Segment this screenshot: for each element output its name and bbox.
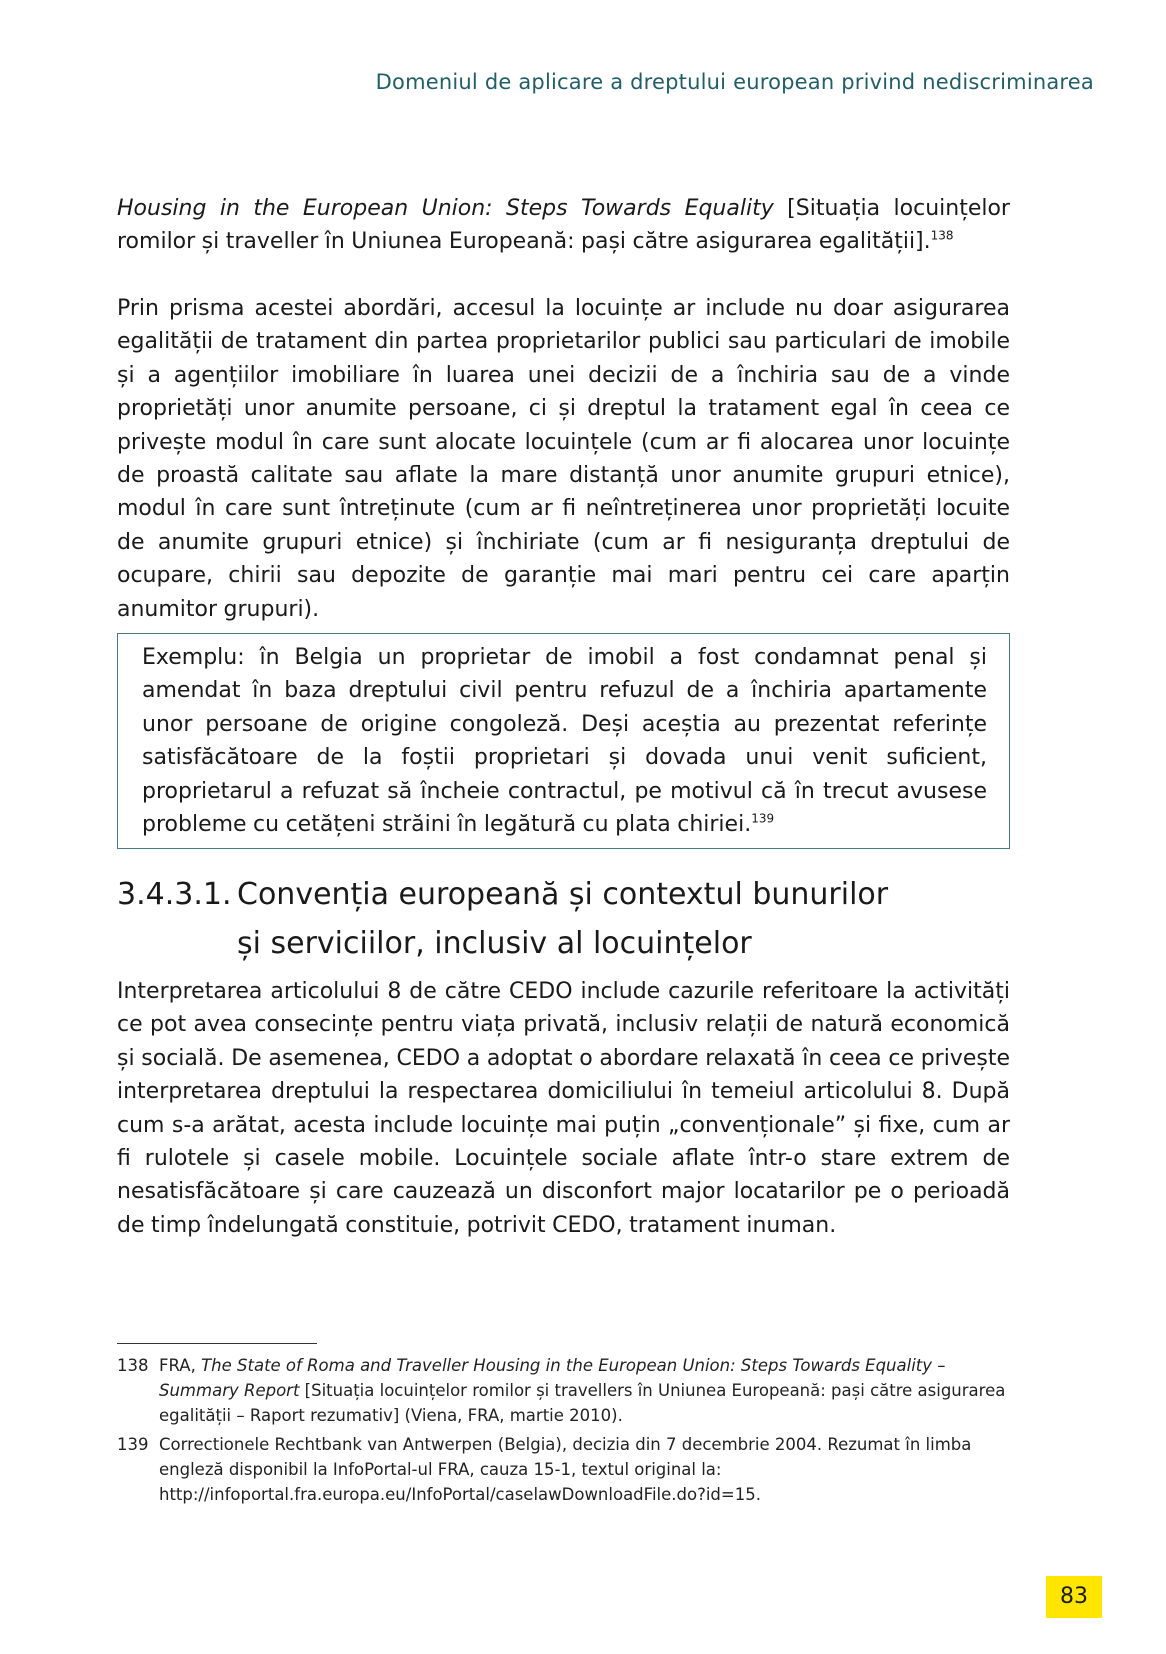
footnote-number: 138 <box>117 1356 149 1375</box>
footnote-suffix: [Situația locuințelor romilor și travellers în Uniunea Europeană: pași către asigurarea egalității – Raport rezumativ] (Viena, FRA, martie 2010). <box>159 1381 1006 1425</box>
page-number: 83 <box>1046 1576 1102 1618</box>
footnote-prefix: FRA, <box>159 1356 202 1375</box>
footnote-138 <box>117 1353 1010 1428</box>
footnote-italic-title: The State of Roma and Traveller Housing in the European Union: Steps Towards Equality – Summary Report <box>159 1356 946 1400</box>
intro-text: [Situația locuințelor romilor și traveller în Uniunea Europeană: pași către asigurarea egalității]. <box>117 196 1010 255</box>
intro-paragraph <box>117 192 1010 259</box>
section-title: Convenția europeană și contextul bunurilor și serviciilor, inclusiv al locuințelor <box>237 877 889 961</box>
footnote-ref-138[interactable]: 138 <box>930 229 954 244</box>
footnote-139 <box>117 1432 1010 1507</box>
body-paragraph-housing-access: Prin prisma acestei abordări, accesul la locuințe ar include nu doar asigurarea egalității de tratament din partea proprietarilor publici sau particulari de imobile și a agențiilor imobiliare în luarea unei decizii de a închiria sau de a vinde proprietăți unor anumite persoane, ci și dreptul la tratament egal în ceea ce privește modul în care sunt alocate locuințele (cum ar fi alocarea unor locuințe de proastă calitate sau aflate la mare distanță unor anumite grupuri etnice), modul în care sunt întreținute (cum ar fi neîntreținerea unor proprietăți locuite de anumite grupuri etnice) și închiriate (cum ar fi nesiguranța dreptului de ocupare, chirii sau depozite de garanție mai mari pentru cei care aparțin anumitor grupuri). <box>117 296 1010 622</box>
footnote-number: 139 <box>117 1435 149 1454</box>
example-text-container <box>142 641 987 841</box>
section-number: 3.4.3.1. <box>117 877 232 912</box>
running-header: Domeniul de aplicare a dreptului european privind nediscriminarea <box>375 70 1094 94</box>
footnote-text[interactable]: Correctionele Rechtbank van Antwerpen (Belgia), decizia din 7 decembrie 2004. Rezumat în limba engleză disponibil la InfoPortal-ul FRA, cauza 15-1, textul original la: http://infoportal.fra.europa.eu/InfoPortal/caselawDownloadFile.do?id=15. <box>159 1435 972 1504</box>
section-heading <box>117 870 1010 968</box>
intro-title-italic: Housing in the European Union: Steps Towards Equality <box>117 196 774 221</box>
footnote-ref-139[interactable]: 139 <box>751 811 775 826</box>
example-text: Exemplu: în Belgia un proprietar de imobil a fost condamnat penal și amendat în baza dreptului civil pentru refuzul de a închiria apartamente unor persoane de origine congoleză. Deși aceștia au prezentat referințe satisfăcătoare de la foștii proprietari și dovada unui venit suficient, proprietarul a refuzat să încheie contractul, pe motivul că în trecut avusese probleme cu cetățeni străini în legătură cu plata chiriei. <box>142 645 987 838</box>
footnote-divider <box>117 1343 317 1344</box>
body-paragraph-article-8: Interpretarea articolului 8 de către CEDO include cazurile referitoare la activități ce pot avea consecințe pentru viața privată, inclusiv relații de natură economică și socială. De asemenea, CEDO a adoptat o abordare relaxată în ceea ce privește interpretarea dreptului la respectarea domiciliului în temeiul articolului 8. După cum s-a arătat, acesta include locuințe mai puțin „convenționale” și fixe, cum ar fi rulotele și casele mobile. Locuințele sociale aflate într-o stare extrem de nesatisfăcătoare și care cauzează un disconfort major locatarilor pe o perioadă de timp îndelungată constituie, potrivit CEDO, tratament inuman. <box>117 979 1010 1238</box>
example-box <box>117 633 1010 849</box>
footnote-text <box>159 1353 1010 1428</box>
